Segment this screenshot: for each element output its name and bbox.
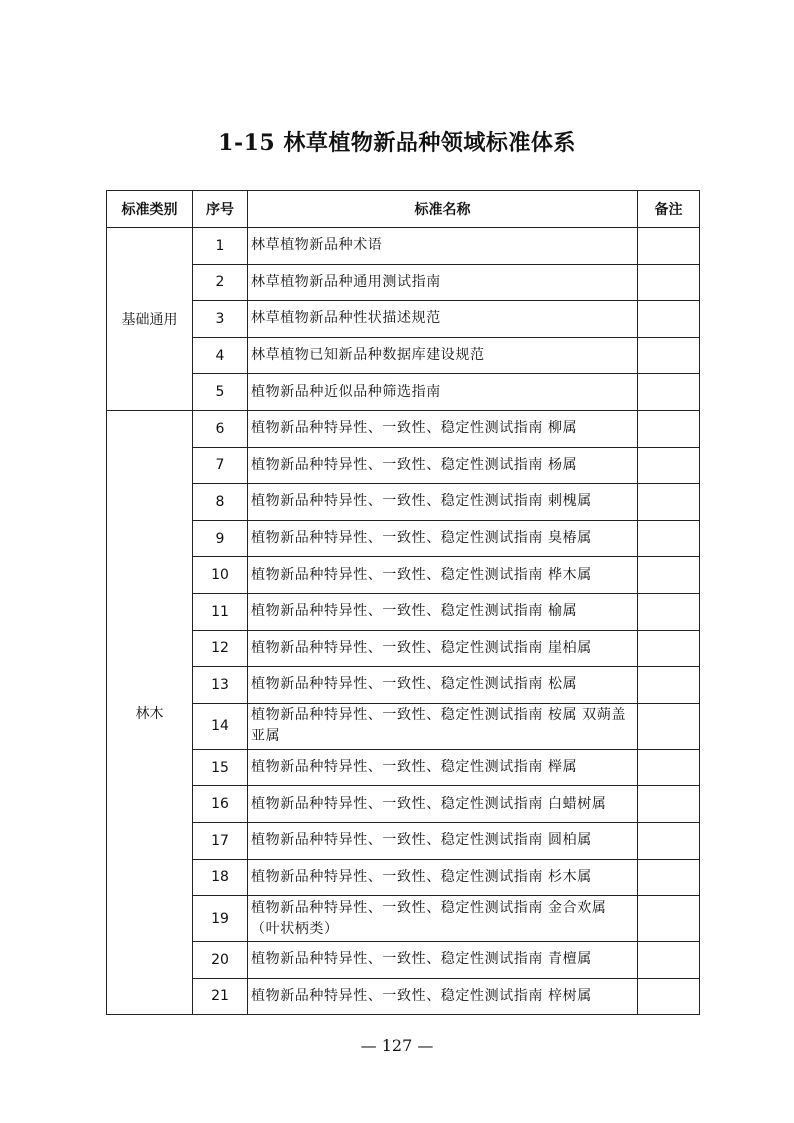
standards-table xyxy=(106,190,700,1015)
table-row xyxy=(107,859,700,896)
table-row xyxy=(107,520,700,557)
row-number: 6 xyxy=(193,410,248,447)
standard-name: 植物新品种特异性、一致性、稳定性测试指南 梓树属 xyxy=(248,978,638,1015)
note-cell xyxy=(638,703,700,749)
standard-name: 植物新品种特异性、一致性、稳定性测试指南 榆属 xyxy=(248,593,638,630)
standard-name: 植物新品种特异性、一致性、稳定性测试指南 金合欢属（叶状柄类） xyxy=(248,896,638,942)
standard-name: 植物新品种特异性、一致性、稳定性测试指南 桉属 双蒴盖亚属 xyxy=(248,703,638,749)
table-row xyxy=(107,484,700,521)
table-row xyxy=(107,593,700,630)
table-row xyxy=(107,942,700,979)
table-row xyxy=(107,228,700,265)
standard-name: 植物新品种特异性、一致性、稳定性测试指南 圆柏属 xyxy=(248,822,638,859)
standard-name: 植物新品种特异性、一致性、稳定性测试指南 榉属 xyxy=(248,749,638,786)
row-number: 20 xyxy=(193,942,248,979)
standard-name: 植物新品种特异性、一致性、稳定性测试指南 青檀属 xyxy=(248,942,638,979)
header-category: 标准类别 xyxy=(107,191,193,228)
note-cell xyxy=(638,410,700,447)
category-cell-forest: 林木 xyxy=(107,410,193,1014)
table-row xyxy=(107,301,700,338)
note-cell xyxy=(638,978,700,1015)
standard-name: 植物新品种特异性、一致性、稳定性测试指南 松属 xyxy=(248,667,638,704)
standard-name: 林草植物新品种术语 xyxy=(248,228,638,265)
table-row xyxy=(107,667,700,704)
note-cell xyxy=(638,301,700,338)
row-number: 3 xyxy=(193,301,248,338)
note-cell xyxy=(638,859,700,896)
note-cell xyxy=(638,557,700,594)
header-note: 备注 xyxy=(638,191,700,228)
standard-name: 植物新品种特异性、一致性、稳定性测试指南 崖柏属 xyxy=(248,630,638,667)
category-cell-basic: 基础通用 xyxy=(107,228,193,411)
row-number: 21 xyxy=(193,978,248,1015)
row-number: 5 xyxy=(193,374,248,411)
table-row xyxy=(107,374,700,411)
note-cell xyxy=(638,520,700,557)
standard-name: 植物新品种特异性、一致性、稳定性测试指南 杨属 xyxy=(248,447,638,484)
standard-name: 植物新品种特异性、一致性、稳定性测试指南 柳属 xyxy=(248,410,638,447)
note-cell xyxy=(638,896,700,942)
row-number: 1 xyxy=(193,228,248,265)
note-cell xyxy=(638,942,700,979)
row-number: 16 xyxy=(193,786,248,823)
note-cell xyxy=(638,447,700,484)
standard-name: 植物新品种特异性、一致性、稳定性测试指南 桦木属 xyxy=(248,557,638,594)
table-row xyxy=(107,786,700,823)
standard-name: 林草植物已知新品种数据库建设规范 xyxy=(248,337,638,374)
table-row xyxy=(107,264,700,301)
table-row xyxy=(107,630,700,667)
table-row xyxy=(107,447,700,484)
row-number: 19 xyxy=(193,896,248,942)
row-number: 9 xyxy=(193,520,248,557)
table-body xyxy=(107,228,700,1015)
table-row xyxy=(107,337,700,374)
standard-name: 林草植物新品种性状描述规范 xyxy=(248,301,638,338)
table-row xyxy=(107,749,700,786)
note-cell xyxy=(638,593,700,630)
note-cell xyxy=(638,228,700,265)
row-number: 7 xyxy=(193,447,248,484)
standard-name: 植物新品种特异性、一致性、稳定性测试指南 白蜡树属 xyxy=(248,786,638,823)
note-cell xyxy=(638,749,700,786)
header-standard-name: 标准名称 xyxy=(248,191,638,228)
note-cell xyxy=(638,822,700,859)
row-number: 4 xyxy=(193,337,248,374)
standard-name: 植物新品种特异性、一致性、稳定性测试指南 刺槐属 xyxy=(248,484,638,521)
standard-name: 植物新品种特异性、一致性、稳定性测试指南 杉木属 xyxy=(248,859,638,896)
table-row xyxy=(107,896,700,942)
row-number: 10 xyxy=(193,557,248,594)
header-row xyxy=(107,191,700,228)
row-number: 12 xyxy=(193,630,248,667)
note-cell xyxy=(638,484,700,521)
note-cell xyxy=(638,786,700,823)
standard-name: 植物新品种近似品种筛选指南 xyxy=(248,374,638,411)
standard-name: 植物新品种特异性、一致性、稳定性测试指南 臭椿属 xyxy=(248,520,638,557)
row-number: 13 xyxy=(193,667,248,704)
table-row xyxy=(107,410,700,447)
header-number: 序号 xyxy=(193,191,248,228)
row-number: 11 xyxy=(193,593,248,630)
page-number: — 127 — xyxy=(360,1036,434,1055)
row-number: 14 xyxy=(193,703,248,749)
table-row xyxy=(107,822,700,859)
table-header xyxy=(107,191,700,228)
note-cell xyxy=(638,374,700,411)
page-title: 1-15 林草植物新品种领域标准体系 xyxy=(218,130,576,156)
table-row xyxy=(107,978,700,1015)
table-row xyxy=(107,557,700,594)
row-number: 2 xyxy=(193,264,248,301)
table-row xyxy=(107,703,700,749)
row-number: 18 xyxy=(193,859,248,896)
row-number: 15 xyxy=(193,749,248,786)
row-number: 8 xyxy=(193,484,248,521)
row-number: 17 xyxy=(193,822,248,859)
note-cell xyxy=(638,630,700,667)
standard-name: 林草植物新品种通用测试指南 xyxy=(248,264,638,301)
note-cell xyxy=(638,667,700,704)
note-cell xyxy=(638,337,700,374)
note-cell xyxy=(638,264,700,301)
